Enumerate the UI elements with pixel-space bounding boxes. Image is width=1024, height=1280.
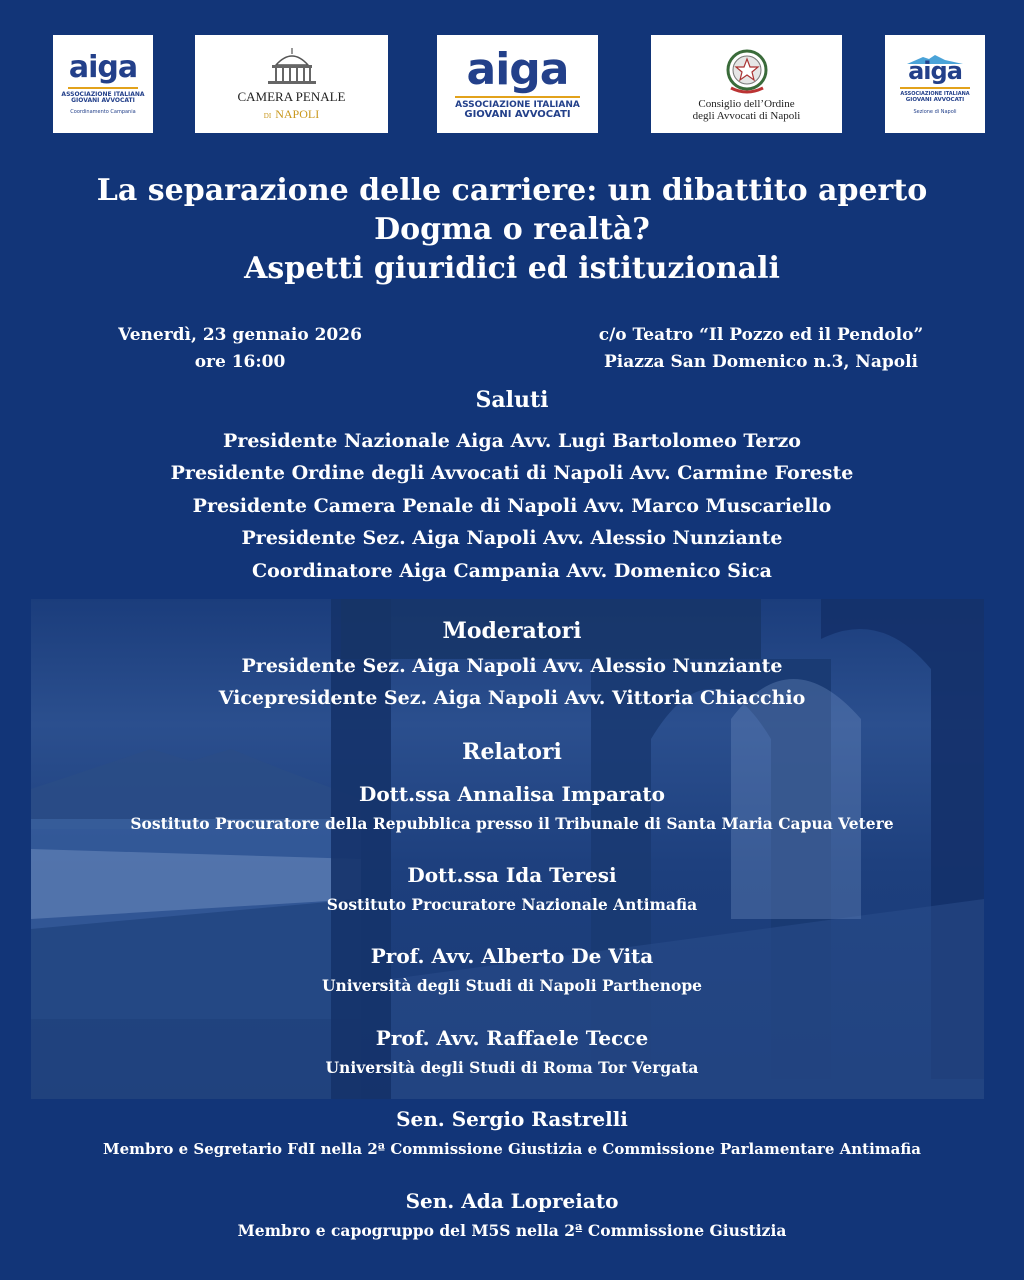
speaker-name: Prof. Avv. Raffaele Tecce [375,1026,649,1050]
title-line-2: Dogma o realtà? [374,212,650,247]
aiga-divider [900,87,970,89]
aiga-wordmark: aiga [908,57,962,86]
event-datetime [110,322,370,376]
aiga-sub-line2: GIOVANI AVVOCATI [71,97,135,104]
aiga-caption: Sezione di Napoli [913,108,957,115]
speaker-name: Dott.ssa Ida Teresi [407,863,617,887]
event-venue: c/o Teatro “Il Pozzo ed il Pendolo” [598,325,924,345]
logo-aiga-campania [53,35,153,133]
camera-penale-city [264,105,319,123]
aiga-sub-line1: ASSOCIAZIONE ITALIANA [900,91,970,98]
aiga-sub-line1: ASSOCIAZIONE ITALIANA [455,99,580,110]
saluti-heading: Saluti [475,387,549,413]
speaker-name: Prof. Avv. Alberto De Vita [370,944,654,968]
logo-ordine-avvocati [651,35,842,133]
building-icon [262,45,322,87]
camera-penale-title: CAMERA PENALE [237,89,346,104]
aiga-wordmark: aiga [466,43,569,95]
speaker-role: Membro e Segretario FdI nella 2ª Commissione Giustizia e Commissione Parlamentare Antimafia [103,1140,921,1158]
saluti-item: Presidente Nazionale Aiga Avv. Lugi Bartolomeo Terzo [223,430,801,452]
camera-penale-napoli: NAPOLI [275,107,320,121]
relatori-heading: Relatori [462,739,562,765]
aiga-divider [455,96,581,98]
aiga-wordmark: aiga [68,49,138,85]
saluti-item: Presidente Camera Penale di Napoli Avv. Marco Muscariello [192,495,832,517]
title-line-1: La separazione delle carriere: un dibattito aperto [96,173,928,208]
speaker-role: Università degli Studi di Napoli Parthenope [321,976,703,995]
camera-penale-di: DI [263,112,272,120]
aiga-sub-line2: GIOVANI AVVOCATI [905,96,965,103]
title-line-3: Aspetti giuridici ed istituzionali [244,251,780,286]
logo-aiga-napoli [885,35,985,133]
speaker-name: Dott.ssa Annalisa Imparato [358,782,666,806]
moderatori-item: Vicepresidente Sez. Aiga Napoli Avv. Vittoria Chiacchio [218,687,806,709]
saluti-item: Presidente Sez. Aiga Napoli Avv. Alessio Nunziante [241,527,783,549]
speaker-role: Università degli Studi di Roma Tor Vergata [325,1058,699,1077]
speaker-role: Sostituto Procuratore Nazionale Antimafia [326,895,698,914]
saluti-item: Presidente Ordine degli Avvocati di Napoli Avv. Carmine Foreste [170,462,854,484]
speaker-role: Membro e capogruppo del M5S nella 2ª Commissione Giustizia [237,1221,787,1240]
ordine-line1: Consiglio dell’Ordine [698,98,795,110]
moderatori-heading: Moderatori [442,618,582,644]
event-address: Piazza San Domenico n.3, Napoli [603,352,919,372]
logo-aiga-main [437,35,598,133]
speaker-name: Sen. Ada Lopreiato [405,1189,619,1213]
event-time: ore 16:00 [194,352,286,372]
aiga-divider [68,87,138,89]
emblem-icon [721,46,773,98]
ordine-line2: degli Avvocati di Napoli [692,110,801,122]
aiga-caption: Coordinamento Campania [70,109,136,116]
logo-camera-penale [195,35,388,133]
event-location [572,322,950,376]
speaker-role: Sostituto Procuratore della Repubblica presso il Tribunale di Santa Maria Capua Vetere [130,814,894,833]
saluti-item: Coordinatore Aiga Campania Avv. Domenico Sica [252,560,772,582]
speaker-name: Sen. Sergio Rastrelli [396,1107,628,1131]
moderatori-item: Presidente Sez. Aiga Napoli Avv. Alessio Nunziante [241,655,783,677]
event-date: Venerdì, 23 gennaio 2026 [118,325,362,345]
aiga-sub-line1: ASSOCIAZIONE ITALIANA [61,90,145,98]
aiga-sub-line2: GIOVANI AVVOCATI [464,108,571,120]
